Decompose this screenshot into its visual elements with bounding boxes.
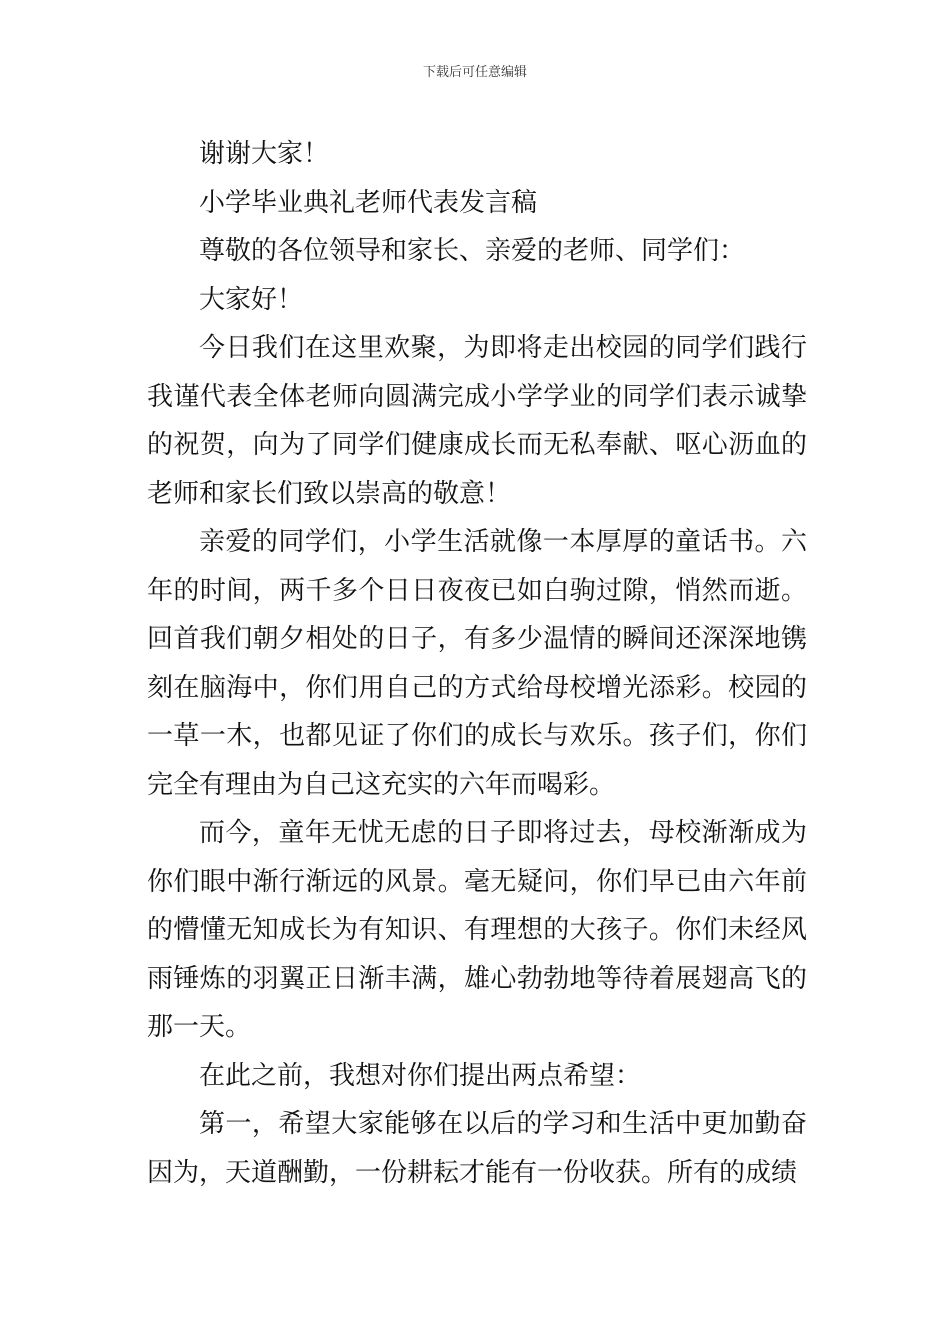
paragraph-hopes-intro: 在此之前，我想对你们提出两点希望： xyxy=(199,1060,642,1091)
document-body xyxy=(147,130,807,1197)
paragraph-speech-title: 小学毕业典礼老师代表发言稿 xyxy=(199,187,538,218)
paragraph-opening: 今日我们在这里欢聚，为即将走出校园的同学们践行我谨代表全体老师向圆满完成小学学业的同学们表示诚挚的祝贺，向为了同学们健康成长而无私奉献、呕心沥血的老师和家长们致以崇高的敬意！ xyxy=(147,333,807,509)
paragraph-memories: 亲爱的同学们，小学生活就像一本厚厚的童话书。六年的时间，两千多个日日夜夜已如白驹过隙，悄然而逝。回首我们朝夕相处的日子，有多少温情的瞬间还深深地镌刻在脑海中，你们用自己的方式给母校增光添彩。校园的一草一木，也都见证了你们的成长与欢乐。孩子们，你们完全有理由为自己这充实的六年而喝彩。 xyxy=(147,527,807,800)
paragraph-thanks: 谢谢大家！ xyxy=(199,139,330,169)
page-header: 下载后可任意编辑 xyxy=(422,65,527,80)
paragraph-greeting: 大家好！ xyxy=(199,284,304,315)
paragraph-hope-one: 第一，希望大家能够在以后的学习和生活中更加勤奋因为，天道酬勤，一份耕耘才能有一份收获。所有的成绩 xyxy=(147,1109,807,1188)
paragraph-growth: 而今，童年无忧无虑的日子即将过去，母校渐渐成为你们眼中渐行渐远的风景。毫无疑问，你们早已由六年前的懵懂无知成长为有知识、有理想的大孩子。你们未经风雨锤炼的羽翼正日渐丰满，雄心勃勃地等待着展翅高飞的那一天。 xyxy=(147,818,807,1042)
paragraph-salutation: 尊敬的各位领导和家长、亲爱的老师、同学们： xyxy=(199,236,746,266)
